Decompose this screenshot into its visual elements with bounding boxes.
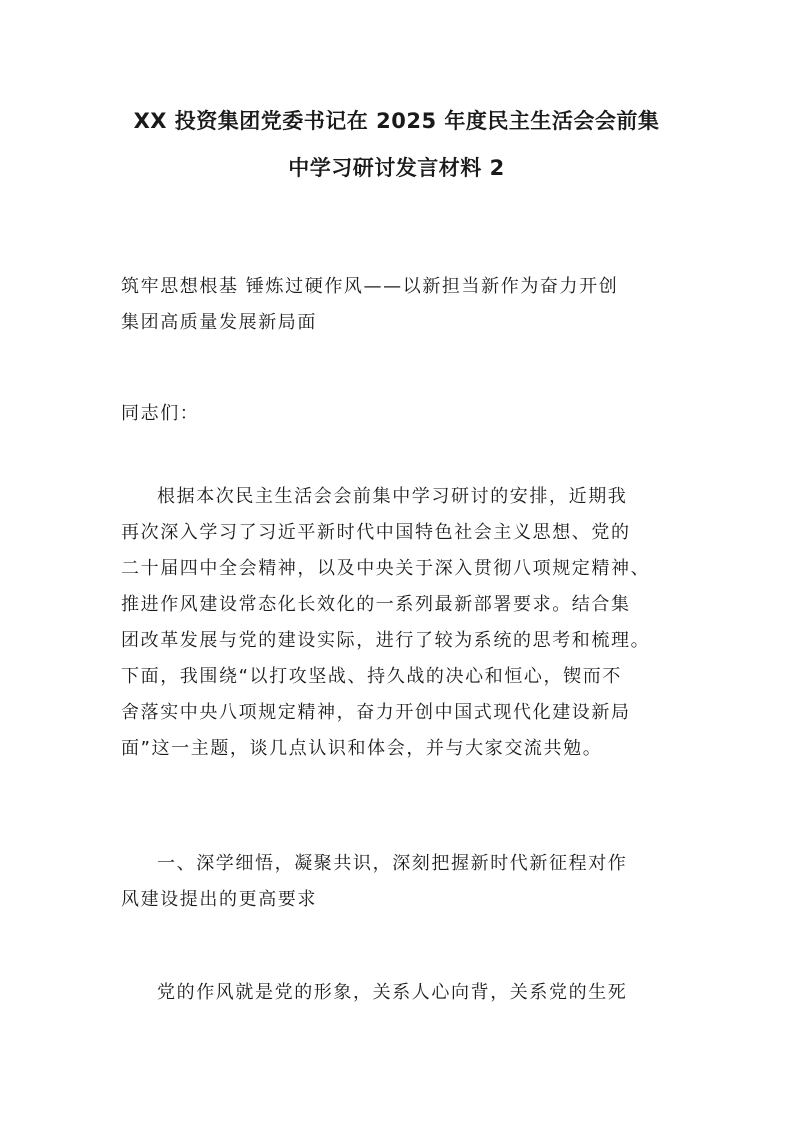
paragraph-line: 舍落实中央八项规定精神，奋力开创中国式现代化建设新局 bbox=[121, 702, 631, 723]
paragraph-line: 二十届四中全会精神，以及中央关于深入贯彻八项规定精神、 bbox=[121, 558, 651, 579]
section-heading bbox=[121, 846, 681, 918]
document-title bbox=[90, 98, 703, 192]
paragraph-line: 团改革发展与党的建设实际，进行了较为系统的思考和梳理。 bbox=[121, 630, 651, 651]
paragraph-line: 再次深入学习了习近平新时代中国特色社会主义思想、党的 bbox=[121, 522, 631, 543]
heading-line: 一、深学细悟，凝聚共识，深刻把握新时代新征程对作 bbox=[157, 853, 628, 874]
body-paragraph bbox=[121, 975, 681, 1011]
paragraph-line: 党的作风就是党的形象，关系人心向背，关系党的生死 bbox=[157, 982, 628, 1003]
subtitle-line: 筑牢思想根基 锤炼过硬作风——以新担当新作为奋力开创 bbox=[121, 276, 619, 297]
body-paragraph bbox=[121, 479, 681, 767]
title-line: XX 投资集团党委书记在 2025 年度民主生活会会前集 bbox=[133, 109, 660, 133]
salutation: 同志们： bbox=[121, 403, 200, 424]
title-line: 中学习研讨发言材料 2 bbox=[288, 156, 505, 180]
paragraph-line: 推进作风建设常态化长效化的一系列最新部署要求。结合集 bbox=[121, 594, 631, 615]
heading-line: 风建设提出的更高要求 bbox=[121, 889, 317, 910]
subtitle-line: 集团高质量发展新局面 bbox=[121, 312, 317, 333]
paragraph-line: 面”这一主题，谈几点认识和体会，并与大家交流共勉。 bbox=[121, 738, 603, 759]
paragraph-line: 下面，我围绕“以打攻坚战、持久战的决心和恒心，锲而不 bbox=[121, 666, 622, 687]
document-subtitle bbox=[121, 269, 681, 341]
paragraph-line: 根据本次民主生活会会前集中学习研讨的安排，近期我 bbox=[157, 486, 628, 507]
